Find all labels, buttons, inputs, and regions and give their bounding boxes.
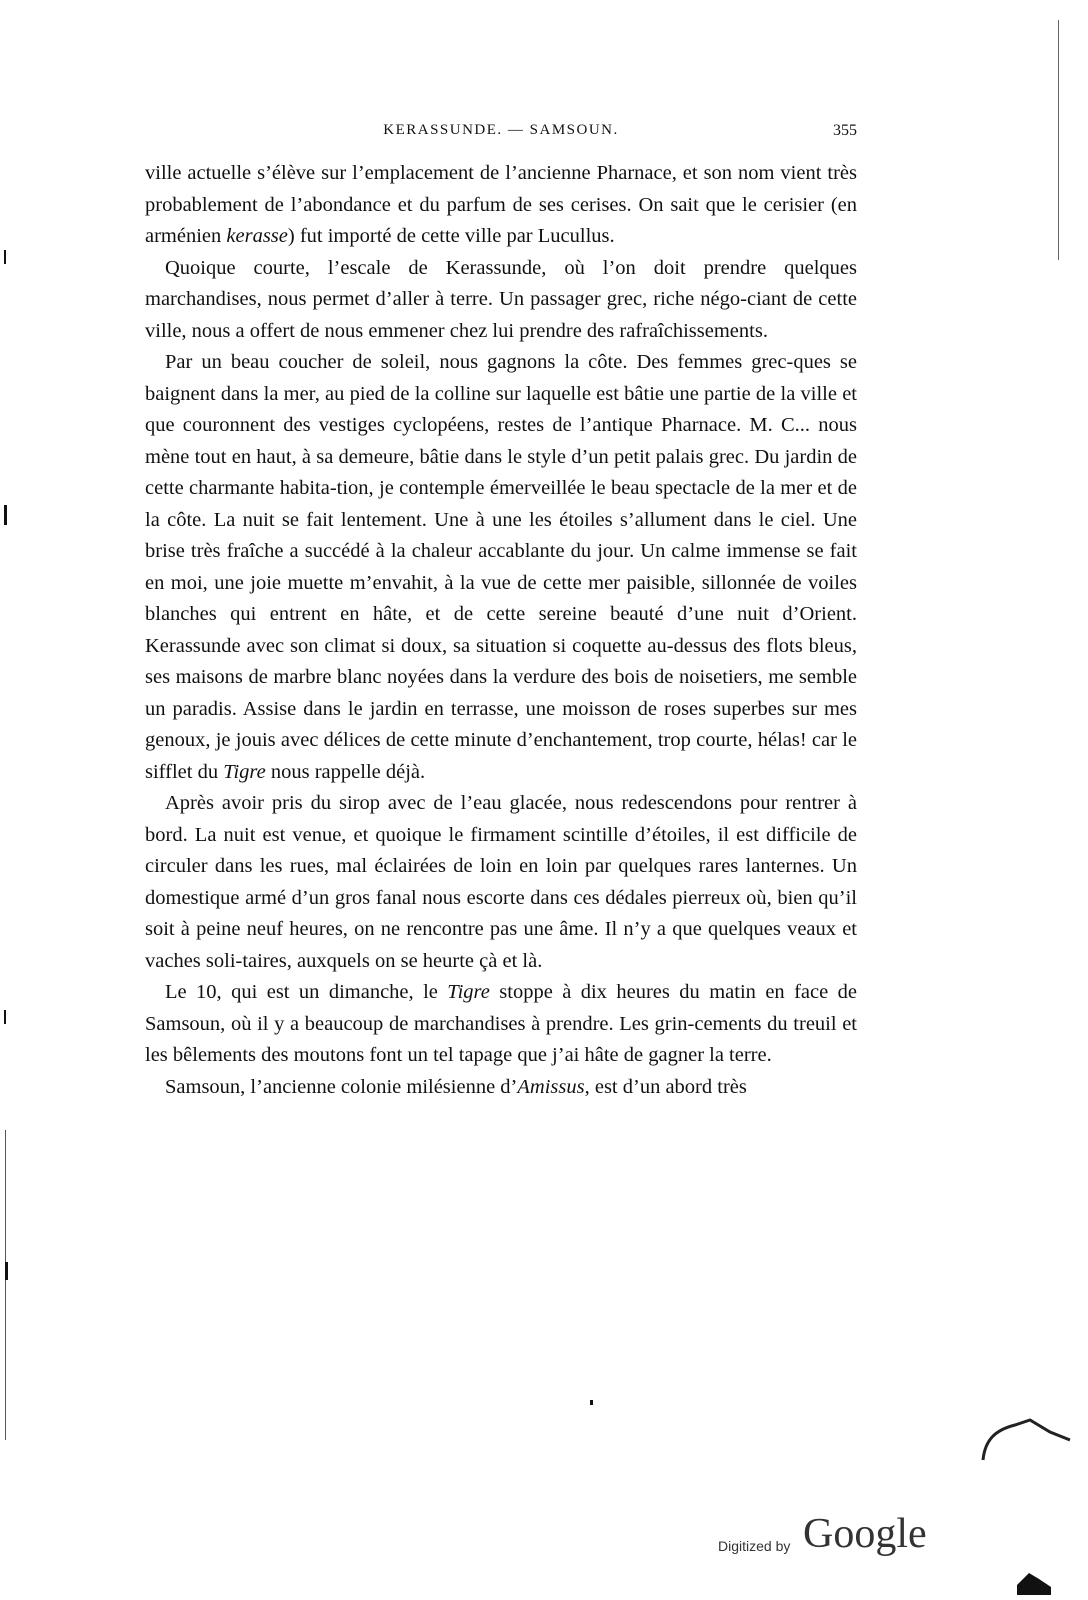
paragraph: [145, 347, 857, 788]
page-corner-fold-mark: [975, 1410, 1075, 1470]
text-segment: Quoique courte, l’escale de Kerassunde, où l’on doit prendre quelques marchandises, nous permet d’aller à terre. Un passager grec, riche négo-ciant de cette ville, nous a offert de nous emmener chez lui prendre des rafraîchissements.: [145, 256, 857, 342]
scan-margin-mark: [4, 505, 7, 525]
page-header: [145, 122, 857, 142]
text-segment: , est d’un abord très: [584, 1075, 747, 1098]
digitization-watermark: [718, 1510, 958, 1560]
paragraph: [145, 253, 857, 348]
italic-text: Amissus: [517, 1075, 585, 1098]
text-segment: Par un beau coucher de soleil, nous gagnons la côte. Des femmes grec-ques se baignent dans la mer, au pied de la colline sur laquelle est bâtie une partie de la ville et que couronnent des vestiges cyclopéens, restes de l’antique Pharnace. M. C... nous mène tout en haut, à sa demeure, bâtie dans le style d’un petit palais grec. Du jardin de cette charmante habita-tion, je contemple émerveillée le beau spectacle de la mer et de la côte. La nuit se fait lentement. Une à une les étoiles s’allument dans le ciel. Une brise très fraîche a succédé à la chaleur accablante du jour. Un calme immense se fait en moi, une joie muette m’envahit, à la vue de cette mer paisible, sillonnée de voiles blanches qui entrent en hâte, et de cette sereine beauté d’une nuit d’Orient. Kerassunde avec son climat si doux, sa situation si coquette au-dessus des flots bleus, ses maisons de marbre blanc noyées dans la verdure des bois de noisetiers, me semble un paradis. Assise dans le jardin en terrasse, une moisson de roses superbes sur mes genoux, je jouis avec délices de cette minute d’enchantement, trop courte, hélas! car le sifflet du: [145, 351, 857, 783]
running-title: KERASSUNDE. — SAMSOUN.: [383, 122, 619, 138]
scan-margin-mark: [4, 250, 6, 264]
scan-margin-mark: [590, 1400, 593, 1405]
scan-margin-mark: [5, 1262, 8, 1280]
google-logo: Google: [803, 1511, 927, 1557]
paragraph: [145, 1072, 857, 1104]
text-segment: nous rappelle déjà.: [265, 760, 426, 783]
text-segment: Le 10, qui est un dimanche, le: [165, 981, 448, 1003]
paragraph: [145, 788, 857, 977]
scan-margin-mark: [5, 1130, 6, 1440]
page-number: 355: [833, 122, 857, 139]
italic-text: Tigre: [447, 981, 490, 1003]
digitized-by-label: Digitized by: [718, 1538, 791, 1554]
scan-margin-mark: [1058, 20, 1059, 260]
scan-margin-mark: [4, 1010, 6, 1024]
text-segment: Après avoir pris du sirop avec de l’eau glacée, nous redescendons pour rentrer à bord. La nuit est venue, et quoique le firmament scintille d’étoiles, il est difficile de circuler dans les rues, mal éclairées de loin en loin par quelques rares lanternes. Un domestique armé d’un gros fanal nous escorte dans ces dédales pierreux où, bien qu’il soit à peine neuf heures, on ne rencontre pas une âme. Il n’y a que quelques veaux et vaches soli-taires, auxquels on se heurte çà et là.: [145, 792, 857, 972]
text-segment: ville actuelle s’élève sur l’emplacement de l’ancienne Pharnace, et son nom vient très probablement de l’abondance et du parfum de ses cerises. On sait que le cerisier (en arménien: [145, 162, 857, 247]
text-segment: Samsoun, l’ancienne colonie milésienne d’: [165, 1075, 518, 1098]
body-text: [145, 158, 857, 1103]
italic-text: kerasse: [226, 225, 288, 247]
paragraph: [145, 977, 857, 1072]
italic-text: Tigre: [223, 760, 266, 783]
text-segment: ) fut importé de cette ville par Lucullus.: [287, 225, 615, 247]
paragraph: [145, 158, 857, 253]
text-segment: stoppe à dix heures du matin en face de Samsoun, où il y a beaucoup de marchandises à prendre. Les grin-cements du treuil et les bêlements des moutons font un tel tapage que j’ai hâte de gagner la terre.: [145, 981, 857, 1066]
page-corner-mark: [1015, 1565, 1055, 1595]
